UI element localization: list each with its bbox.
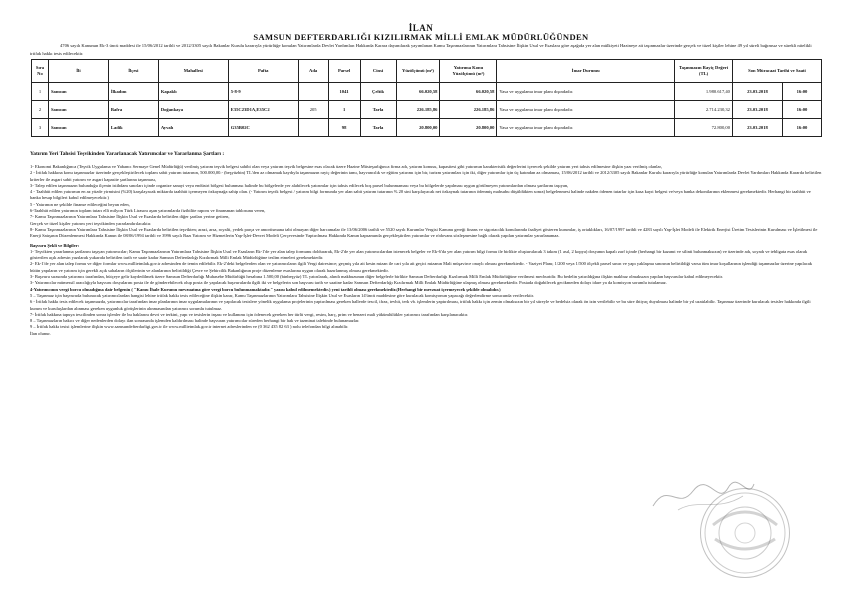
terms-body	[30, 161, 822, 337]
table-cell: İlkadım	[108, 83, 158, 101]
table-cell: Tarla	[360, 119, 396, 137]
table-cell: Çeltik	[360, 83, 396, 101]
header-cell: Yüzölçümü (m²)	[396, 60, 440, 83]
table-cell: 23.03.2018	[732, 83, 782, 101]
table-cell: Ayvalı	[158, 119, 228, 137]
intro-paragraph: 4706 sayılı Kanunun Ek-3 üncü maddesi ile 15/06/2012 tarihli ve 2012/3305 sayılı Bakanlar Kurulu kararıyla yürürlüğe konulan Yatırımlarda Devlet Yardımları Hakkında Karara dayanılarak yayımlanan Kamu Taşınmazlarının Yatırımlara Tahsisine İlişkin Usul ve Esaslara göre aşağıda yer alan mülkiyeti Hazineye ait taşınmazlar üzerinde gerçek ve tüzel kişiler lehine 49 yıl süreli bağımsız ve sürekli nitelikli irtifak hakkı tesis edilecektir.	[30, 43, 812, 56]
table-cell: 98	[328, 119, 360, 137]
header-cell: Ada	[298, 60, 328, 83]
table-cell: 72.800,00	[675, 119, 733, 137]
apply-item: 8 – Taşınmazların bakıcı ve diğer nedenlerden dolayı ilan sonrasında işlemden kaldırılması halinde başvuran yatırımcılar süreden herhangi bir hak ve tazminat talebinde bulunamazlar.	[30, 318, 360, 324]
apply-item: 1- Teşvikten yararlanma şartlarını taşıyan yatırımcılar; Kamu Taşınmazlarının Yatırımlara Tahsisine İlişkin Usul ve Esasların Ek-1'de yer alan talep formunu doldurarak, Ek-2'de yer alan yatırımcılardan istenecek belgeler ve Ek-6'da yer alan yatırım bilgi formu ile birlikte oluşturulacak 3 takım (1 asıl, 2 kopya) dosyanın kapalı zarf içinde (herhangi bir kazanıt ve silinti bulunmaksızın) ve üzerinde adı, soyadı ve tebligata esas olarak gösterilen açık adresin yazılarak yukarıda belirtilen tarih ve saate kadar Samsun Defterdarlığı Kızılırmak Milli Emlak Müdürlüğüne teslim etmeleri gerekmektedir.	[30, 248, 808, 261]
table-cell: Tarla	[360, 101, 396, 119]
table-cell: Kapaklı	[158, 83, 228, 101]
table-cell	[298, 119, 328, 137]
header-cell: İmar Durumu	[497, 60, 675, 83]
table-cell: Samsun	[48, 101, 108, 119]
table-cell: Yasa ve uygulama imar planı dışındadır.	[497, 101, 675, 119]
table-cell: 1	[32, 83, 49, 101]
table-cell: Doğankaya	[158, 101, 228, 119]
terms-item: 2 - İrtifak hakkına konu taşınmazlar üzerinde gerçekleştirilecek toplam sabit yatırım tutarının, 500.000,00.- (beşyüzbin) TL'den az olmamak kaydıyla taşınmazın rayiç değerinin tamı, hayvancılık ve eğitim yatırımı için bir, turizm yatırımları için iki, diğer yatırımlar için üç katından az olmaması, 15/06/2012 tarihli ve 2012/3305 sayılı Bakanlar Kurulu kararıyla yürürlüğe konulan Yatırımlarda Devlet Yardımları Hakkında Kararda belirtilen kriterler ile asgari sabit yatırım ve asgari kapasite şartlarına taşınması,	[30, 170, 822, 182]
table-cell: 23.03.2018	[732, 101, 782, 119]
terms-item: 6-Taahhüt edilen yatırımın toplam tutarı elli milyon Türk Lirasını aşan yatırımlarda fizibilite raporu ve finansman tablosunu veren,	[30, 208, 266, 214]
header-cell: Sıra No	[32, 60, 49, 83]
table-cell: 23.03.2018	[732, 119, 782, 137]
table-cell: 20.800,00	[396, 119, 440, 137]
table-cell: Samsun	[48, 83, 108, 101]
table-cell: Bafra	[108, 101, 158, 119]
apply-title: Başvuru Şekli ve Bilgiler:	[30, 242, 80, 248]
terms-item: Gerçek ve tüzel kişiler yatırım yeri teşvikinden yararlandırılacaktır.	[30, 220, 152, 226]
table-cell: 66.020,58	[440, 83, 497, 101]
table-cell: 205	[298, 101, 328, 119]
table-cell: 2.714.230,32	[675, 101, 733, 119]
table-cell: 226.185,86	[440, 101, 497, 119]
table-row	[32, 83, 822, 101]
header-cell: İlçesi	[108, 60, 158, 83]
header-cell: Taşınmazın Rayiç Değeri (TL)	[675, 60, 733, 83]
apply-item: 3- Başvuru sırasında yatırımcı tarafından, bütçeye gelir kaydedilmek üzere Samsun Defterdarlığı Muhasebe Müdürlüğü hesabına 1.500,00 (binbeşyüz) TL yatırılarak, alındı makbuzunun diğer belgelerle birlikte Samsun Defterdarlığı Kızılırmak Milli Emlak Müdürlüğüne verilmesi mecburidir. Bu bedelin yatırıldığına ilişkin makbuz olmaksızın yapılan başvurular kabul edilmeyecektir.	[30, 274, 724, 280]
header-cell: Cinsi	[360, 60, 396, 83]
table-cell: 66.020,58	[396, 83, 440, 101]
table-cell: 1	[328, 101, 360, 119]
closing-line: İlan olunur.	[30, 330, 51, 336]
apply-item: 3- Yatırımcılar mümessil aracılığıyla başvuru dosyalarını posta ile de gönderebilecek olup posta ile yapılacak başvurularda ilgili iki ve belgelerin son başvuru tarih ve saatine kadar Samsun Defterdarlığı Kızılırmak Milli Emlak Müdürlüğüne ulaşmış olması gerekmektedir. Postada doğabilecek gecikmeden dolayı idare ya da komisyon sorumlu tutulamaz.	[30, 280, 667, 286]
table-cell: 3	[32, 119, 49, 137]
table-cell: Yasa ve uygulama imar planı dışındadır.	[497, 119, 675, 137]
header-cell: Son Müracaat Tarihi ve Saati	[732, 60, 821, 83]
table-cell: Ladik	[108, 119, 158, 137]
terms-item: 1- Ekonomi Bakanlığınca (Teşvik Uygulama ve Yabancı Sermaye Genel Müdürlüğü) verilmiş yatırım teşvik belgesi sahibi olan veya yatırım teşvik belgesine esas olacak üzere Hazine Müsteşarlığınca firma adı, yatırım konusu, kapasitesi gibi yatırımın karakteristik değerlerini içerecek şekilde yatırım yeri tahsis edilmesine ilişkin yazı verilmiş olanlar,	[30, 164, 662, 169]
terms-item: 3- Talep edilen taşınmazın bulunduğu ilçenin istihdam sınırları içinde organize sanayi veya endüstri bölgesi bulunması halinde bu bölgelerde yer alabilecek yatırımlar için tahsis edilecek boş parsel bulunmaması veya bu bölgelerde yapılması uygun görülmeyen yatırımlardan olması şartlarını taşıyan,	[30, 182, 569, 188]
table-cell: 1041	[328, 83, 360, 101]
table-cell: 5-8-9	[228, 83, 298, 101]
table-cell: Samsun	[48, 119, 108, 137]
table-cell	[298, 83, 328, 101]
terms-item: 7- Kamu Taşınmazlarının Yatırımlara Tahsisine İlişkin Usul ve Esaslarda belirtilen diğer şartları yerine getiren,	[30, 214, 230, 220]
apply-item: 5 – Taşınmaz için başvuruda bulunacak yatırımcılardan hangisi lehine irtifak hakkı tesis edileceğine ilişkin karar, Kamu Taşınmazlarının Yatırımlara Tahsisine İlişkin Usul ve Esasların 14'üncü maddesine göre kurulacak komisyonun yapacağı değerlendirme sonucunda verilecektir.	[30, 292, 535, 298]
table-cell: E35C23D1A,E35C2	[228, 101, 298, 119]
table-header-row	[32, 60, 822, 83]
table-cell: G35B02C	[228, 119, 298, 137]
notice-subtitle: SAMSUN DEFTERDARLIĞI KIZILIRMAK MİLLİ EMLAK MÜDÜRLÜĞÜNDEN	[253, 32, 589, 42]
apply-item: 7- İrtifak hakkına tapuya tescilinden sonra işlenler ile bu haklarını devri ve terkini, yapı ve tesislerin inşası ve kullanımı için ödenecek gereken her türlü vergi, resim, harç, prim ve benzeri mali yükümlülükler yatırımcı tarafından karşılanacaktır.	[30, 311, 469, 317]
table-cell: 226.185,86	[396, 101, 440, 119]
table-cell: 16:00	[782, 83, 821, 101]
table-cell: 1.980.617,40	[675, 83, 733, 101]
table-cell: 20.800,00	[440, 119, 497, 137]
notice-title: İLAN	[408, 23, 434, 33]
header-cell: Mahallesi	[158, 60, 228, 83]
header-cell: Yatırıma Konu Yüzölçümü (m²)	[440, 60, 497, 83]
table-cell: 16:00	[782, 101, 821, 119]
table-cell: 16:00	[782, 119, 821, 137]
table-cell: 2	[32, 101, 49, 119]
header-cell: Parsel	[328, 60, 360, 83]
signature-scribble	[648, 476, 758, 516]
property-table	[31, 59, 822, 137]
apply-item: 6 - İrtifak hakkı tesis edilecek taşınmazda, yatırımcılar tarafından imar planlarının imar uygulamalarının ve yapılacak tesislere yönelik uygulama projelerinin yaptırılması gereken hallerde tescil, ifraz, tevhit, terk vb. işlemlerin yaptırılması, irtifak hakkı için zemin olmaksızın bir yıl süreyle ve bedelsiz olarak ön izin verilebilir ve bu süre ihtiyaç duyulması halinde bir yıl uzatılabilir. Taşınmaz üzerinde kurulacak tesisler hakkında ilgili kurum ve kuruluşlardan alınması gereken uygunluk görüşlerinin alınmasından yatırımcı sorumlu tutulmaz.	[30, 299, 811, 311]
terms-item: 8- Kamu Taşınmazlarının Yatırımlara Tahsisine İlişkin Usul ve Esaslarda belirtilen teşvikten; arazi, arsa, royalti, yedek parça ve amortismana tabi olmayan diğer harcamalar ile 13/06/2006 tarihli ve 5520 sayılı Kurumlar Vergisi Kanunu gereği finans ve sigortacılık konularında faaliyet gösteren kurumlar, iş ortaklıkları, 16/07/1997 tarihli ve 4283 sayılı Yap-İşlet Modeli ile Elektrik Enerjisi Üretim Tesislerinin Kurulması ve İşletilmesi ile Enerji Satışının Düzenlenmesi Hakkında Kanun ile 08/06/1994 tarihli ve 3996 sayılı Bazı Yatırım ve Hizmetlerin Yap-İşlet-Devret Modeli Çerçevesinde Yaptırılması Hakkında Kanun kapsamında gerçekleştirilen yatırımlar ve rödovans sözleşmesine bağlı olarak yapılan yatırımlar yararlanamaz.	[30, 226, 818, 239]
apply-item: 9 – İrtifak hakkı tesisi işlemlerine ilişkin www.samsundefterdarligi.gov.tr ile www.millietmlak.gov.tr internet adreslerinden ve (0 362 435 82 63 ) nolu telefondan bilgi alınabilir.	[30, 324, 349, 330]
table-row	[32, 119, 822, 137]
header-cell: Pafta	[228, 60, 298, 83]
terms-item: 4 - Taahhüt edilen yatırımın en az yüzde yirmisini (%20) karşılayacak miktarda taahhüt içermeyen özkaynağa sahip olan. (- Yatırım teşvik belgesi / yatırım bilgi formunda yer alan sabit yatırım tutarının % 20 sini karşılayacak net özkaynak tutarının ödenmiş mahsubu düşüldükten sonra) belgelenmesi halinde nakden ödenen tutarlar için kasa kayıt belgesi ve/veya banka dekontlarının eklenmesi gerekmektedir. Herhangi bir taahhüt ve banka hesap bilgileri kabul edilmeyecektir.)	[30, 189, 811, 201]
apply-item: 2- Ek-1'de yer alan talep formu ve diğer formlar www.millietmlak.gov.tr adresinden de temin edilebilir. Ek-2'deki belgelerden olan ve yatırımcıların ilgili Vergi dairesince; geçmiş yıla ait kesin mizan ile cari yıla ait geçici mizanın Mali müşavirce onaylı olması gerekmektedir. - Vaziyet Planı; 1/200 veya 1/500 ölçekli parsel sınırı ve yapı yaklaşma sınırının belirtildiği varsa tüm imar koşullarının işlendiği taşınmazlar üzerine yapılacak bütün yapıların ve yatırım için gerekli açık sahaların ölçülerinin ve alanlarının belirtildiği Çevre ve Şehircilik Bakanlığının proje düzenleme esaslarına uygun olarak hazırlanmış olması gerekmektedir.	[30, 261, 813, 273]
terms-item: 5 - Yatırımın ne şekilde finanse edileceğini beyan eden,	[30, 201, 130, 207]
terms-title: Yatırım Yeri Tahsisi Teşvikinden Yararlanacak Yatırımcılar ve Yararlanma Şartları :	[30, 151, 225, 157]
table-cell: Yasa ve uygulama imar planı dışındadır.	[497, 83, 675, 101]
header-cell: İli	[48, 60, 108, 83]
apply-item: 4-Yatırımcının vergi borcu olmadığına dair belgenin ( "Kamu İhale Kurumu mevzuatına göre vergi borcu bulunmamaktadır." yazısı kabul edilmemektedir.) yeni tarihli olması gerekmektedir.(Herhangi bir mevzuat içermeyecek şekilde olmalıdır.)	[30, 286, 501, 292]
table-row	[32, 101, 822, 119]
